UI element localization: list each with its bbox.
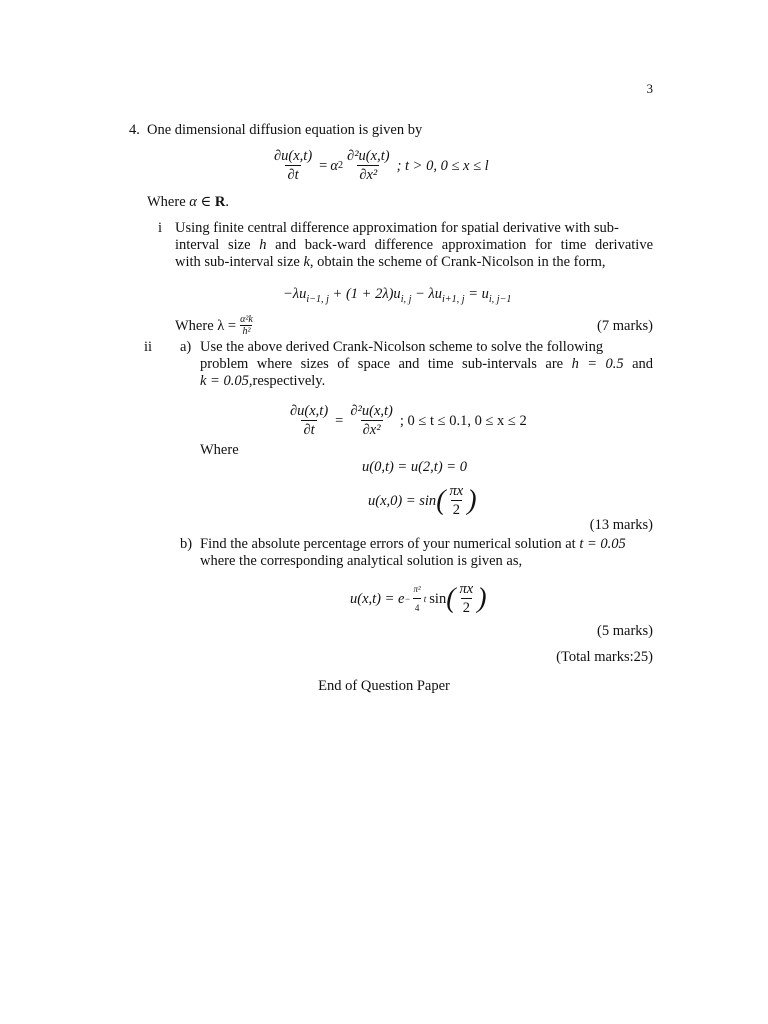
where-lambda: [175, 315, 257, 337]
exponent-sign: −: [404, 593, 411, 604]
solution-fraction: [458, 581, 476, 617]
right-paren: ): [467, 485, 477, 516]
sin-function: sin: [429, 590, 447, 607]
rhs-fraction: [348, 403, 395, 439]
text: problem where sizes of space and time sub-intervals are: [200, 356, 564, 372]
rhs-denominator: ∂x²: [362, 422, 381, 438]
ic-numerator: πx: [449, 483, 464, 499]
right-paren: ): [477, 583, 487, 614]
analytical-solution: [350, 581, 487, 617]
alpha-membership: α ∈: [189, 194, 212, 210]
text: , obtain the scheme of Crank-Nicolson in the form,: [309, 254, 606, 270]
rhs-numerator: ∂²u(x,t): [347, 148, 390, 164]
part-ii-a-line: [200, 356, 653, 373]
part-ii-a-marks: (13 marks): [589, 517, 653, 533]
text: and back-ward difference approximation for time derivative: [275, 237, 654, 253]
part-ii-a-line: [200, 373, 653, 390]
lambda-prefix: Where λ =: [175, 317, 237, 334]
part-i-text: [175, 220, 653, 271]
t-value: t = 0.05: [579, 536, 626, 552]
part-i-line: Using finite central difference approximation for spatial derivative with sub-: [175, 220, 619, 236]
exponent-denominator: 4: [413, 598, 422, 617]
total-marks: (Total marks:25): [556, 649, 653, 665]
left-paren: (: [446, 583, 456, 614]
where-alpha: [147, 194, 229, 211]
page-number: 3: [646, 81, 653, 96]
diffusion-equation: $\frac{\partial u(x,t)}{\partial t}$ = α 2 $\frac{\text{∂²u(x,t)}}{\text{∂x²}}$ ; t > 0, 0 ≤ x ≤ l: [274, 148, 489, 183]
crank-nicolson-scheme: [283, 286, 511, 303]
rhs-fraction: [345, 148, 392, 184]
part-ii-b-line: [200, 536, 653, 553]
left-paren: (: [436, 485, 446, 516]
end-of-paper: End of Question Paper: [318, 678, 450, 694]
part-i-line: [175, 254, 653, 271]
lambda-fraction: [238, 315, 255, 337]
lhs-numerator: ∂u(x,t): [290, 403, 329, 419]
domain-condition: ; 0 ≤ t ≤ 0.1, 0 ≤ x ≤ 2: [399, 412, 527, 429]
part-ii-a-line: Use the above derived Crank-Nicolson scheme to solve the following: [200, 339, 604, 355]
initial-condition: [368, 483, 477, 519]
text: with sub-interval size: [175, 254, 300, 270]
equals-sign: =: [335, 412, 344, 429]
part-ii-b-line: where the corresponding analytical solution is given as,: [200, 553, 523, 569]
real-set: R: [214, 194, 226, 210]
exponent: [404, 581, 426, 617]
part-ii-b-marks: (5 marks): [597, 623, 653, 639]
h-variable: h: [259, 237, 267, 253]
part-ii-b-label: b): [180, 536, 193, 552]
boundary-condition: u(0,t) = u(2,t) = 0: [362, 459, 467, 475]
lhs-denominator: ∂t: [303, 422, 315, 438]
part-ii-a-label: a): [180, 339, 192, 355]
exponent-numerator: π²: [413, 584, 421, 594]
heat-equation: [286, 403, 527, 439]
k-value: k = 0.05: [200, 373, 249, 389]
lhs-fraction: [288, 403, 330, 439]
part-i-marks: (7 marks): [597, 318, 653, 334]
rhs-denominator: ∂x²: [359, 167, 378, 183]
lambda-denominator: h²: [242, 326, 251, 337]
domain-condition: ; t > 0, 0 ≤ x ≤ l: [396, 157, 489, 174]
alpha-coefficient: α: [330, 157, 338, 174]
part-ii-label: ii: [143, 339, 152, 355]
question-intro: One dimensional diffusion equation is given by: [147, 122, 423, 138]
text: and: [632, 356, 654, 372]
solution-denominator: 2: [462, 600, 470, 616]
text: ,respectively.: [248, 373, 326, 389]
k-variable: k: [303, 254, 310, 270]
part-ii-b-text: [200, 536, 653, 570]
part-ii-a-text: [200, 339, 653, 390]
text: interval size: [175, 237, 251, 253]
rhs-numerator: ∂²u(x,t): [350, 403, 393, 419]
lhs-numerator: ∂u(x,t): [274, 148, 313, 164]
solution-numerator: πx: [459, 581, 474, 597]
part-i-line: [175, 237, 653, 254]
ic-prefix: u(x,0) = sin: [368, 492, 437, 509]
where-label: Where: [200, 442, 239, 458]
h-value: h = 0.5: [571, 356, 624, 372]
lambda-numerator: α²k: [240, 314, 253, 325]
scheme-text: $-\lambda u_{i-1, j} + (1 + 2\lambda)u_{i, j} - \lambda u_{i+1, j} = u_{i, j-1}$: [283, 286, 512, 305]
question-number: 4.: [129, 122, 140, 138]
exponent-fraction: [412, 581, 423, 617]
solution-prefix: u(x,t) = e: [350, 590, 405, 607]
period: .: [225, 194, 229, 210]
equals-sign: =: [319, 157, 328, 174]
ic-fraction: [448, 483, 466, 519]
ic-denominator: 2: [452, 502, 460, 518]
lhs-fraction: [272, 148, 314, 184]
part-i-label: i: [157, 220, 162, 236]
exponent-t: t: [423, 593, 427, 604]
text: Find the absolute percentage errors of your numerical solution at: [200, 536, 576, 552]
lhs-denominator: ∂t: [287, 167, 299, 183]
where-label: Where: [147, 194, 186, 210]
